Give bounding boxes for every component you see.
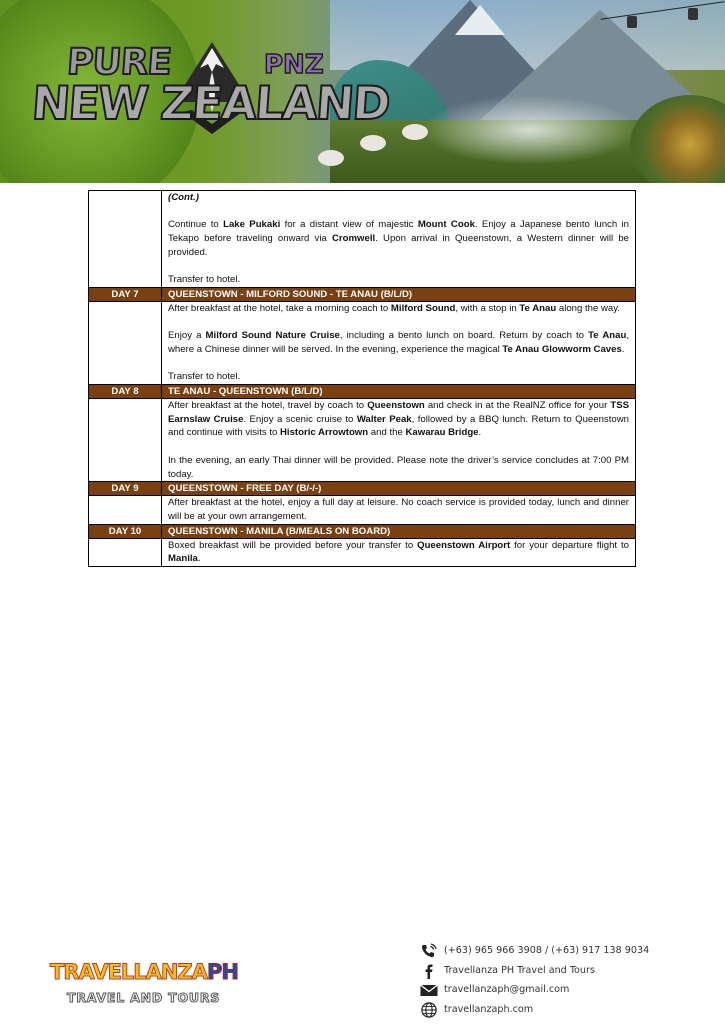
brand-name-main: TRAVELLANZA (50, 960, 207, 984)
paragraph: Enjoy a Milford Sound Nature Cruise, including a bento lunch on board. Return by coach to Te Anau, where a Chinese dinner will be served. In the evening, experience the magical Te Anau Glowworm Caves. (168, 330, 630, 355)
travellanza-logo (50, 960, 250, 1010)
contact-email (420, 982, 710, 1002)
sheep-icon (318, 150, 344, 166)
day-label: DAY 9 (89, 482, 162, 496)
highlight-text: Queenstown Airport (417, 539, 511, 551)
paragraph: Continue to Lake Pukaki for a distant view of majestic Mount Cook. Enjoy a Japanese bento lunch in Tekapo before traveling onward via Cromwell. Upon arrival in Queenstown, a Western dinner will be provided. (168, 219, 629, 258)
day-header-row (89, 385, 636, 399)
day-description (162, 191, 636, 288)
contact-facebook (420, 963, 710, 983)
day-title: QUEENSTOWN - FREE DAY (B/-/-) (162, 482, 636, 496)
brand-name (50, 960, 238, 984)
day-description (162, 538, 636, 566)
day-title: QUEENSTOWN - MANILA (B/MEALS ON BOARD) (162, 524, 636, 538)
gondola-icon (688, 8, 698, 20)
mail-icon (420, 982, 438, 998)
contact-list (420, 943, 710, 1021)
contact-website (420, 1002, 710, 1022)
paragraph: Transfer to hotel. (168, 274, 241, 286)
day-header-row (89, 524, 636, 538)
itinerary-table (88, 190, 636, 567)
paragraph: In the evening, an early Thai dinner will be provided. Please note the driver’s service concludes at 7:00 PM today. (168, 454, 629, 480)
brand-tagline: TRAVEL AND TOURS (67, 990, 221, 1005)
sheep-icon (402, 124, 428, 140)
day-label: DAY 7 (89, 287, 162, 301)
brand-name-suffix: PH (207, 960, 238, 984)
paragraph: After breakfast at the hotel, enjoy a full day at leisure. No coach service is provided today, lunch and dinner will be at your own arrangement. (168, 497, 629, 522)
contact-text[interactable]: Travellanza PH Travel and Tours (444, 964, 595, 976)
day-description-row (89, 301, 636, 384)
day-description-row (89, 496, 636, 524)
day-cell (89, 301, 162, 384)
logo-pnz-badge: PNZ (264, 50, 324, 80)
highlight-text: TSS Earnslaw Cruise (168, 400, 629, 425)
day-description (162, 399, 636, 482)
highlight-text: Historic Arrowtown (280, 427, 369, 439)
day-cell (89, 496, 162, 524)
phone-icon (420, 943, 438, 959)
highlight-text: Queenstown (367, 400, 425, 412)
highlight-text: Kawarau Bridge (405, 427, 479, 439)
contact-text[interactable]: travellanzaph.com (444, 1003, 534, 1015)
gondola-icon (627, 16, 637, 28)
highlight-text: Manila (168, 553, 198, 565)
sheep-icon (360, 135, 386, 151)
highlight-text: Milford Sound Nature Cruise (205, 330, 340, 342)
contact-text: (+63) 965 966 3908 / (+63) 917 138 9034 (444, 945, 650, 956)
continued-label: (Cont.) (168, 192, 199, 203)
day-description (162, 496, 636, 524)
day-title: QUEENSTOWN - MILFORD SOUND - TE ANAU (B/L/D) (162, 287, 636, 301)
day-header-row (89, 482, 636, 496)
day-description-row (89, 399, 636, 482)
facebook-icon (420, 963, 438, 979)
highlight-text: Lake Pukaki (223, 219, 281, 231)
day-label: DAY 8 (89, 385, 162, 399)
day-header-row (89, 287, 636, 301)
contact-phone (420, 943, 710, 963)
highlight-text: Mount Cook (417, 219, 475, 231)
banner-mist (420, 95, 640, 165)
pure-new-zealand-logo (30, 40, 391, 140)
day-description (162, 301, 636, 384)
paragraph: After breakfast at the hotel, travel by coach to Queenstown and check in at the RealNZ office for your TSS Earnslaw Cruise. Enjoy a scenic cruise to Walter Peak, followed by a BBQ lunch. Return to Queenstown and continue with visits to Historic Arrowtown and the Kawarau Bridge. (168, 400, 629, 439)
logo-new-zealand-text: NEW ZEALAND (30, 76, 391, 130)
highlight-text: Cromwell (332, 233, 376, 245)
day-cell (89, 399, 162, 482)
day-description-row (89, 538, 636, 566)
globe-icon (420, 1002, 438, 1018)
day-title: TE ANAU - QUEENSTOWN (B/L/D) (162, 385, 636, 399)
contact-text[interactable]: travellanzaph@gmail.com (444, 984, 570, 995)
paragraph: After breakfast at the hotel, take a morning coach to Milford Sound, with a stop in Te Anau along the way. (168, 302, 621, 314)
highlight-text: Walter Peak (356, 413, 412, 425)
day-cell (89, 191, 162, 288)
highlight-text: Te Anau (519, 302, 557, 314)
paragraph: Boxed breakfast will be provided before your transfer to Queenstown Airport for your departure flight to Manila. (168, 539, 629, 565)
highlight-text: Te Anau (588, 330, 627, 342)
header-banner (0, 0, 725, 183)
day-cell (89, 538, 162, 566)
highlight-text: Te Anau Glowworm Caves (502, 343, 622, 355)
continuation-row (89, 191, 636, 288)
highlight-text: Milford Sound (390, 302, 456, 314)
itinerary-table-body (89, 191, 636, 567)
paragraph: Transfer to hotel. (168, 371, 241, 383)
day-label: DAY 10 (89, 524, 162, 538)
logo-pure-text: PURE (65, 42, 173, 83)
